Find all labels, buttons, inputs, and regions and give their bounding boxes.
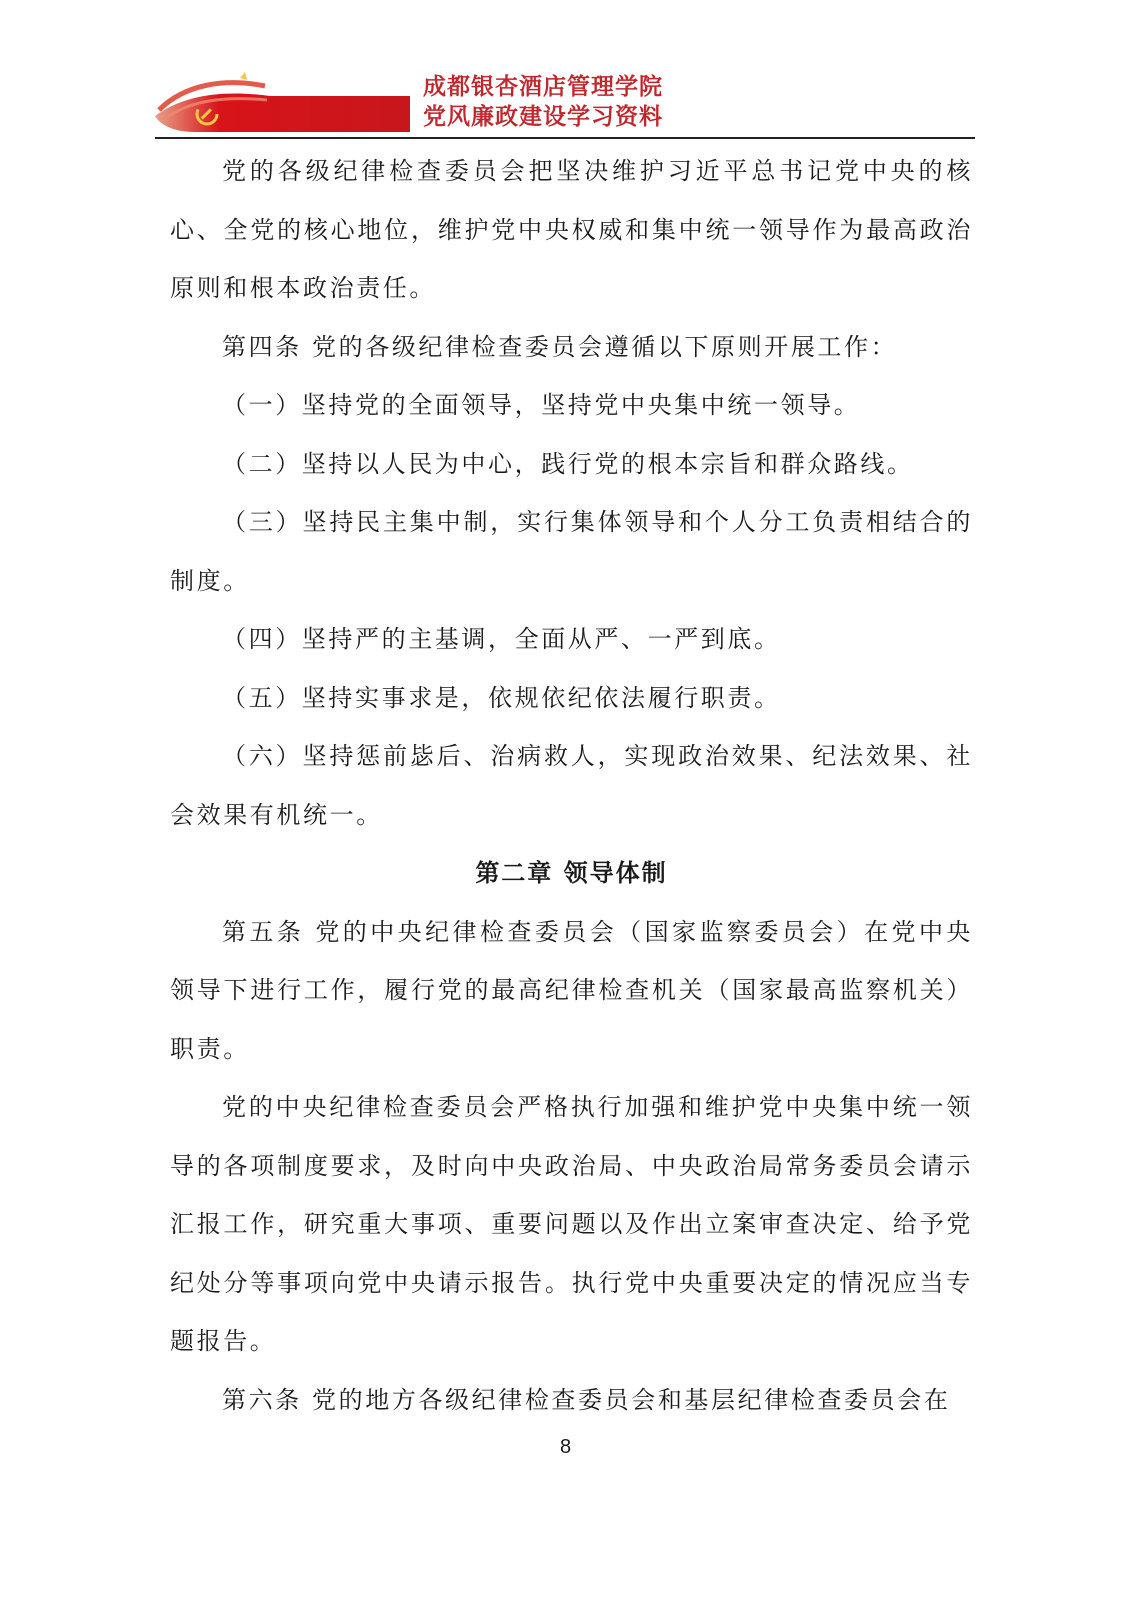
- paragraph: 第五条 党的中央纪律检查委员会（国家监察委员会）在党中央领导下进行工作，履行党的最高纪律检查机关（国家最高监察机关）职责。: [170, 917, 973, 1063]
- header-divider: [155, 137, 975, 139]
- list-item: （二）坚持以人民为中心，践行党的根本宗旨和群众路线。: [222, 449, 914, 478]
- paragraph: 第六条 党的地方各级纪律检查委员会和基层纪律检查委员会在: [222, 1385, 951, 1414]
- header-title-line1: 成都银杏酒店管理学院: [423, 74, 663, 100]
- party-emblem-banner: [155, 70, 410, 134]
- page-number: 8: [559, 1436, 572, 1458]
- paragraph: 党的中央纪律检查委员会严格执行加强和维护党中央集中统一领导的各项制度要求，及时向中央政治局、中央政治局常务委员会请示汇报工作，研究重大事项、重要问题以及作出立案审查决定、给予党纪处分等事项向党中央请示报告。执行党中央重要决定的情况应当专题报告。: [170, 1093, 973, 1355]
- list-item: （一）坚持党的全面领导，坚持党中央集中统一领导。: [222, 391, 861, 419]
- paragraph: 党的各级纪律检查委员会把坚决维护习近平总书记党中央的核心、全党的核心地位，维护党中央权威和集中统一领导作为最高政治原则和根本政治责任。: [170, 157, 973, 302]
- list-item: （四）坚持严的主基调，全面从严、一严到底。: [222, 625, 781, 653]
- paragraph: 第四条 党的各级纪律检查委员会遵循以下原则开展工作：: [222, 332, 898, 361]
- header-title-line2: 党风廉政建设学习资料: [423, 104, 663, 130]
- list-item: （六）坚持惩前毖后、治病救人，实现政治效果、纪法效果、社会效果有机统一。: [170, 742, 973, 829]
- list-item: （三）坚持民主集中制，实行集体领导和个人分工负责相结合的制度。: [170, 508, 973, 595]
- header-title: [423, 72, 663, 132]
- page-header: [155, 64, 975, 140]
- chapter-heading: 第二章 领导体制: [475, 859, 668, 887]
- list-item: （五）坚持实事求是，依规依纪依法履行职责。: [222, 683, 781, 712]
- document-body: [170, 142, 973, 1429]
